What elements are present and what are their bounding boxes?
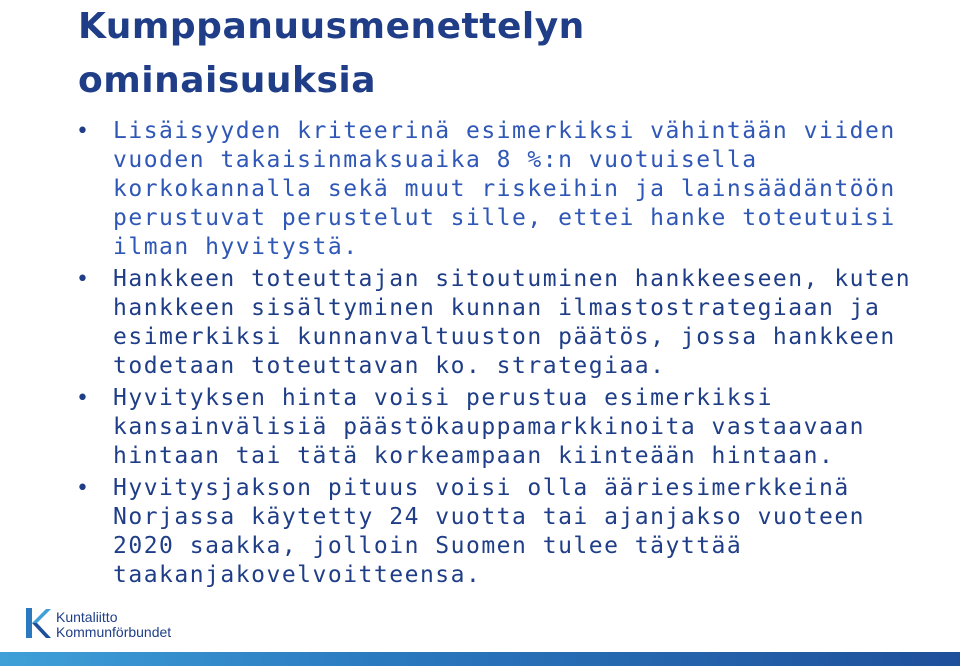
logo-line1: Kuntaliitto (56, 609, 118, 625)
bullet-list (0, 117, 960, 593)
slide-title-line2: ominaisuuksia (78, 60, 377, 101)
bullet-item (0, 474, 960, 590)
kuntaliitto-logo-icon (24, 605, 52, 641)
bullet-item (0, 384, 960, 471)
bullet-text: Hyvityksen hinta voisi perustua esimerkiksi kansainvälisiä päästökauppamarkkinoita vastaavaan hintaan tai tätä korkeampaan kiinteään hintaan. (113, 385, 866, 469)
bullet-item (0, 265, 960, 381)
slide-title (78, 0, 938, 108)
bullet-text: Hankkeen toteuttajan sitoutuminen hankkeeseen, kuten hankkeen sisältyminen kunnan ilmastostrategiaan ja esimerkiksi kunnanvaltuuston päätös, jossa hankkeen todetaan toteuttavan ko. strategiaa. (113, 266, 912, 379)
bullet-text: Hyvitysjakson pituus voisi olla ääriesimerkkeinä Norjassa käytetty 24 vuotta tai ajanjakso vuoteen 2020 saakka, jolloin Suomen tulee täyttää taakanjakovelvoitteensa. (113, 475, 866, 588)
bullet-dot-icon: • (76, 119, 91, 144)
footer-bar (0, 652, 960, 666)
bullet-dot-icon: • (76, 386, 91, 411)
kuntaliitto-logo (24, 604, 194, 644)
logo-line2: Kommunförbundet (56, 624, 172, 640)
bullet-dot-icon: • (76, 267, 91, 292)
bullet-text: Lisäisyyden kriteerinä esimerkiksi vähintään viiden vuoden takaisinmaksuaika 8 %:n vuotuisella korkokannalla sekä muut riskeihin ja lainsäädäntöön perustuvat perustelut sille, ettei hanke toteutuisi ilman hyvitystä. (113, 118, 896, 260)
bullet-item (0, 117, 960, 262)
logo-text (56, 610, 171, 640)
bullet-dot-icon: • (76, 476, 91, 501)
slide-title-line1: Kumppanuusmenettelyn (78, 6, 585, 47)
